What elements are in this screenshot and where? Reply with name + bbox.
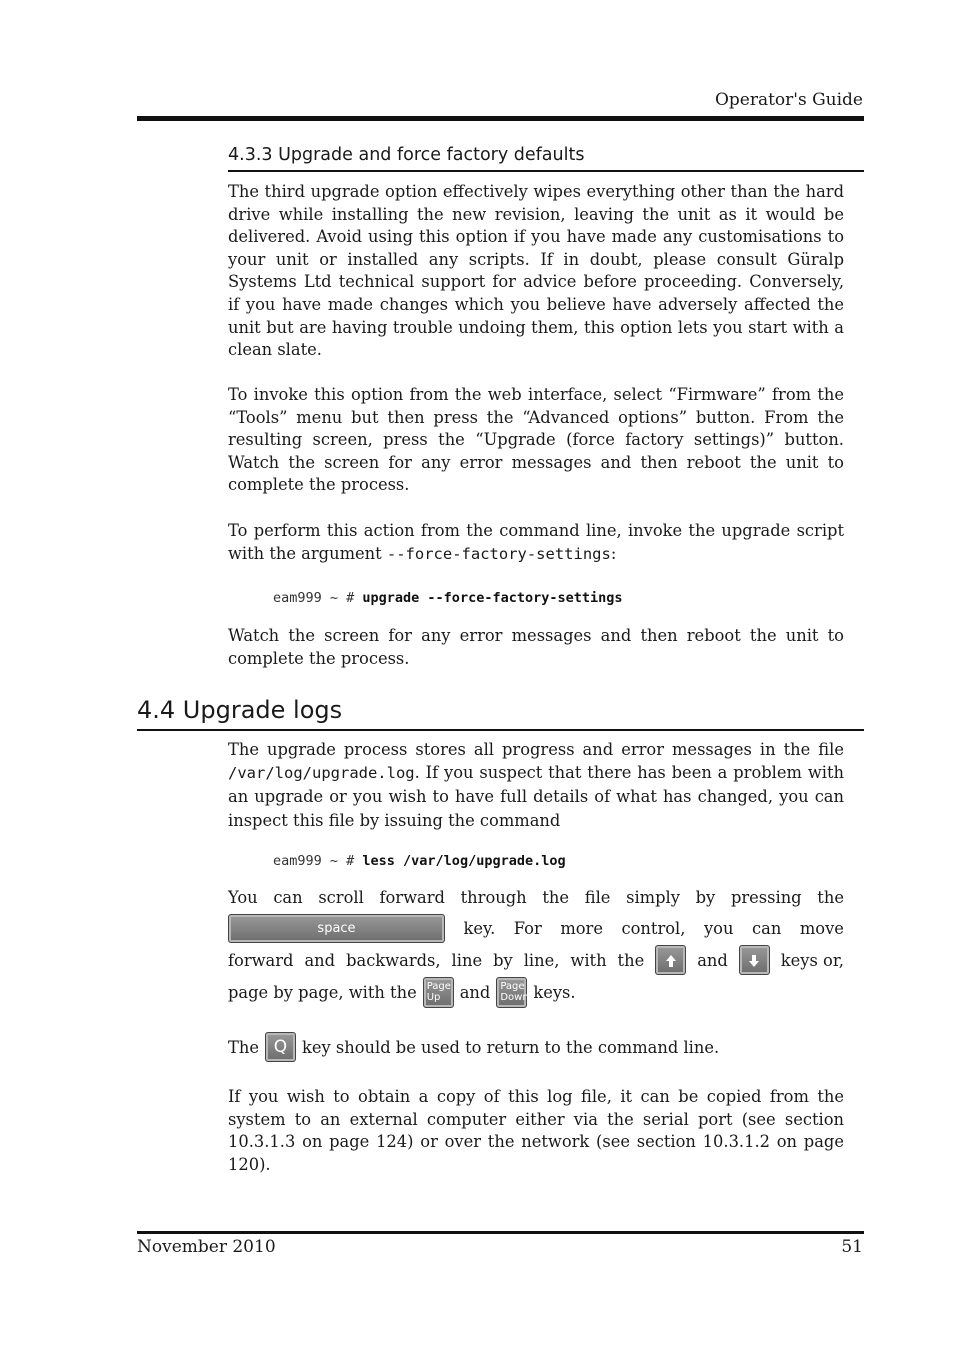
shell-prompt: eam999 ~ # — [273, 590, 363, 606]
section-heading-4-4: 4.4 Upgrade logs — [137, 696, 343, 724]
header-rule — [137, 116, 864, 121]
scroll-line-1 — [228, 888, 844, 907]
word: you — [703, 919, 734, 938]
command-line-text: To perform this action from the command line, invoke the upgrade script with the argument — [228, 521, 844, 563]
word: the — [817, 888, 844, 907]
word: backwards, — [346, 950, 441, 970]
word: by — [695, 888, 716, 907]
key-label: Down — [500, 992, 529, 1003]
force-argument: --force-factory-settings — [386, 544, 611, 563]
shell-command: upgrade --force-factory-settings — [362, 590, 623, 606]
arrow-down-icon — [739, 945, 770, 975]
shell-prompt: eam999 ~ # — [273, 853, 363, 869]
scroll-line-4 — [228, 977, 576, 1008]
word: can — [273, 888, 303, 907]
section-heading-rule — [228, 170, 864, 172]
word: scroll — [318, 888, 364, 907]
running-header: Operator's Guide — [714, 90, 863, 110]
quit-line — [228, 1032, 719, 1062]
word: line — [451, 950, 483, 970]
paragraph-factory-defaults: The third upgrade option effectively wipes everything other than the hard drive while installing the new revision, leaving the unit as it would be delivered. Avoid using this option if you have made any customisations to your unit or installed any scripts. If in doubt, please consult Güralp Systems Ltd technical support for advice before proceeding. Conversely, if you have made changes which you believe have adversely affected the unit but are having trouble undoing them, this option lets you start with a clean slate. — [228, 182, 844, 360]
page-down-key-icon — [496, 977, 527, 1008]
word: forward — [228, 950, 294, 970]
code-command-upgrade — [273, 590, 623, 606]
page-number: 51 — [841, 1237, 863, 1257]
word: control, — [621, 919, 686, 938]
text: page by page, with the — [228, 983, 417, 1002]
text: The — [228, 1037, 259, 1057]
word: keys or, — [780, 950, 844, 970]
text: keys. — [533, 983, 576, 1002]
code-command-less — [273, 853, 566, 869]
word: can — [752, 919, 782, 938]
text: and — [459, 983, 491, 1002]
arrow-up-icon — [655, 945, 686, 975]
log-text-b: . If you suspect that there has been a problem with an upgrade or you wish to have full details of what has changed, you can inspect this file by issuing the command — [228, 763, 844, 830]
word: simply — [626, 888, 680, 907]
footer-date: November 2010 — [137, 1237, 276, 1257]
page-up-key-icon — [423, 977, 454, 1008]
word: the — [542, 888, 570, 907]
word: line, — [523, 950, 560, 970]
log-text-a: The upgrade process stores all progress and error messages in the file — [228, 740, 844, 759]
paragraph-watch-screen: Watch the screen for any error messages and then reboot the unit to complete the process. — [228, 626, 844, 668]
text: key should be used to return to the command line. — [301, 1037, 720, 1057]
word: and — [697, 950, 728, 970]
key-label: Page — [426, 981, 451, 992]
word: through — [460, 888, 527, 907]
word: by — [493, 950, 513, 970]
colon: : — [610, 543, 617, 563]
word: the — [617, 950, 645, 970]
word: file — [584, 888, 611, 907]
paragraph-command-line — [228, 520, 844, 565]
word: with — [570, 950, 607, 970]
word: forward — [379, 888, 445, 907]
paragraph-copy-log: If you wish to obtain a copy of this log file, it can be copied from the system to an external computer either via the serial port (see section 10.3.1.3 on page 124) or over the network (see section 10.3.1.2 on page 120). — [228, 1087, 844, 1174]
word: For — [513, 919, 542, 938]
paragraph-web-interface: To invoke this option from the web interface, select “Firmware” from the “Tools” menu but then press the “Advanced options” button. From the resulting screen, press the “Upgrade (force factory settings)” button. Watch the screen for any error messages and then reboot the unit to complete the process. — [228, 385, 844, 495]
word: key. — [463, 919, 496, 938]
shell-command: less /var/log/upgrade.log — [362, 853, 566, 869]
paragraph-upgrade-log — [228, 738, 844, 832]
scroll-line-2 — [228, 914, 844, 943]
q-key-icon: Q — [265, 1032, 296, 1062]
scroll-line-3 — [228, 945, 844, 975]
key-label: Page — [500, 981, 525, 992]
section-heading-4-3-3: 4.3.3 Upgrade and force factory defaults — [228, 145, 585, 165]
footer-rule — [137, 1231, 864, 1234]
log-file-path: /var/log/upgrade.log — [228, 764, 415, 783]
key-label: Up — [426, 992, 441, 1003]
section-heading-rule — [137, 729, 864, 731]
word: move — [799, 919, 844, 938]
space-key-icon: space — [228, 914, 445, 943]
word: more — [560, 919, 603, 938]
word: and — [304, 950, 336, 970]
word: pressing — [730, 888, 802, 907]
word: You — [228, 888, 258, 907]
